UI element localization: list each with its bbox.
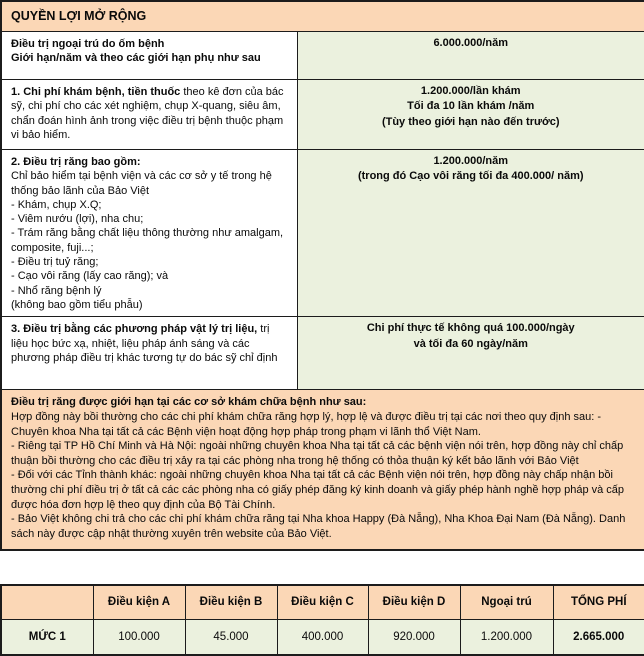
benefit-2-description xyxy=(1,150,297,317)
premium-summary-table xyxy=(0,584,644,656)
table-row xyxy=(1,32,644,80)
dental-limitation-note xyxy=(1,390,644,550)
limit-line: (trong đó Cạo vôi răng tối đa 400.000/ năm) xyxy=(357,170,584,183)
benefit-1-description xyxy=(1,80,297,150)
benefit-1-lead: 1. Chi phí khám bệnh, tiền thuốc xyxy=(11,86,181,98)
premium-value-d: 920.000 xyxy=(368,619,460,655)
dental-note-title: Điều trị răng được giới hạn tại các cơ sở khám chữa bệnh như sau: xyxy=(11,396,367,409)
premium-value-b: 45.000 xyxy=(185,619,277,655)
table-row xyxy=(1,1,644,32)
section-title: QUYỀN LỢI MỞ RỘNG xyxy=(1,1,644,32)
premium-header-empty xyxy=(1,585,93,620)
premium-header-condition-d: Điều kiện D xyxy=(368,585,460,620)
detail-line: - Nhổ răng bệnh lý xyxy=(11,284,102,297)
table-row xyxy=(1,80,644,150)
benefit-outpatient-line1: Điều trị ngoại trú do ốm bệnh xyxy=(11,38,165,50)
limit-line: Chi phí thực tế không quá 100.000/ngày xyxy=(366,322,575,335)
benefit-2-limit xyxy=(297,150,644,317)
benefit-outpatient-description xyxy=(1,32,297,80)
table-row xyxy=(1,150,644,317)
table-row xyxy=(1,317,644,390)
detail-line: - Khám, chụp X.Q; xyxy=(11,198,102,211)
detail-line: (không bao gồm tiểu phẫu) xyxy=(11,298,143,311)
detail-line: - Điều trị tuỷ răng; xyxy=(11,256,99,269)
detail-line: - Cạo vôi răng (lấy cao răng); và xyxy=(11,270,169,283)
benefit-3-lead: 3. Điều trị bằng các phương pháp vật lý trị liệu, xyxy=(11,323,258,336)
premium-header-condition-a: Điều kiện A xyxy=(93,585,185,620)
premium-value-row xyxy=(1,619,644,655)
benefit-2-lead: 2. Điều trị răng bao gồm: xyxy=(11,156,141,168)
premium-header-outpatient: Ngoại trú xyxy=(460,585,553,620)
table-row xyxy=(1,390,644,550)
limit-line: (Tùy theo giới hạn nào đến trước) xyxy=(381,115,560,128)
premium-header-row xyxy=(1,585,644,620)
dental-note-paragraph: - Riêng tại TP Hồ Chí Minh và Hà Nội: ngoài những chuyên khoa Nha tại tất cả các bệnh viện nói trên, hợp đồng này chỉ chấp thuận bồi thường cho các điều trị xảy ra tại các phòng nha trong hệ thống có thỏa thuận ký kết bảo lãnh với Bảo Việt xyxy=(11,440,624,467)
limit-line: Tối đa 10 lần khám /năm xyxy=(407,100,535,113)
limit-line: 1.200.000/năm xyxy=(433,155,509,167)
dental-note-paragraph: Hợp đồng này bồi thường cho các chi phí khám chữa răng hợp lý, hợp lệ và được điều trị tại các nơi theo quy định sau: - Chuyên khoa Nha tại tất cả các Bệnh viện hoạt động hợp pháp trong phạm vi lãnh thổ Việt Nam. xyxy=(11,410,602,438)
detail-line: - Trám răng bằng chất liệu thông thường như amalgam, composite, fuji...; xyxy=(11,227,284,254)
benefit-outpatient-line2: Giới hạn/năm và theo các giới hạn phụ như sau xyxy=(11,52,261,65)
premium-value-a: 100.000 xyxy=(93,619,185,655)
premium-value-total: 2.665.000 xyxy=(553,619,644,655)
dental-note-paragraph: - Bảo Việt không chi trả cho các chi phí khám chữa răng tại Nha khoa Happy (Đà Nẵng), Nha Khoa Đại Nam (Đà Nẵng). Danh sách này được cập nhật thường xuyên trên website của Bảo Việt. xyxy=(11,513,626,540)
limit-line: 1.200.000/lần khám xyxy=(420,85,521,97)
detail-line: Chỉ bảo hiểm tại bệnh viện và các cơ sở y tế trong hệ thống bảo lãnh của Bảo Việt xyxy=(11,170,272,197)
limit-line: và tối đa 60 ngày/năm xyxy=(413,337,528,350)
benefit-3-rest: trị liệu học bức xạ, nhiệt, liệu pháp ánh sáng và các phương pháp điều trị khác tương tự do bác sỹ chỉ định xyxy=(11,323,278,364)
premium-value-c: 400.000 xyxy=(277,619,368,655)
detail-line: - Viêm nướu (lợi), nha chu; xyxy=(11,213,144,226)
benefit-1-rest: theo kê đơn của bác sỹ, chi phí cho các xét nghiệm, chụp X-quang, siêu âm, chẩn đoán hình ảnh trong việc điều trị bệnh thuộc phạm vi bảo hiểm. xyxy=(11,86,284,141)
dental-note-paragraph: - Đối với các Tỉnh thành khác: ngoài những chuyên khoa Nha tại tất cả các Bệnh viện nói trên, hợp đồng này chấp nhận bồi thường chi phí điều trị ở tất cả các các phòng nha có giấy phép đăng ký kinh doanh và giấy phép hành nghề hợp pháp và cấp được hóa đơn hợp lệ theo quy định của Bộ Tài Chính. xyxy=(11,469,625,511)
benefit-3-description xyxy=(1,317,297,390)
benefit-outpatient-limit: 6.000.000/năm xyxy=(297,32,644,80)
premium-header-condition-c: Điều kiện C xyxy=(277,585,368,620)
benefit-1-limit xyxy=(297,80,644,150)
premium-header-total: TỔNG PHÍ xyxy=(553,585,644,620)
premium-header-condition-b: Điều kiện B xyxy=(185,585,277,620)
premium-level-label: MỨC 1 xyxy=(1,619,93,655)
premium-value-outpatient: 1.200.000 xyxy=(460,619,553,655)
benefit-3-limit xyxy=(297,317,644,390)
